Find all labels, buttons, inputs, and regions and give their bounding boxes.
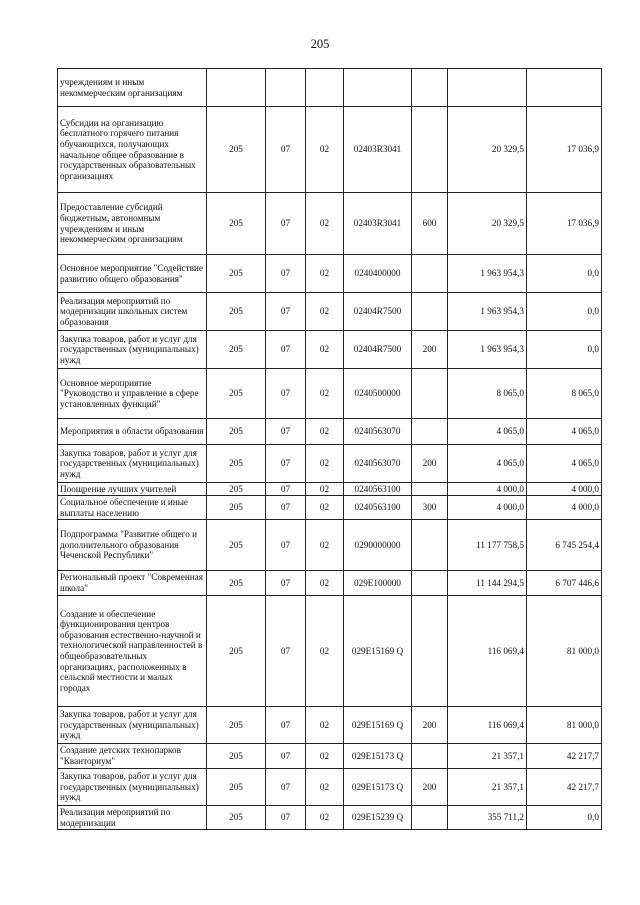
cell-code: 205: [207, 331, 266, 369]
cell-name: Подпрограмма "Развитие общего и дополнительного образования Чеченской Республики": [58, 520, 207, 571]
budget-table: [57, 68, 602, 830]
cell-section: 07: [266, 596, 306, 707]
cell-subsection: 02: [306, 769, 344, 806]
cell-sum-2: 0,0: [527, 255, 602, 293]
cell-code: 205: [207, 293, 266, 331]
cell-sum-2: 8 065,0: [527, 369, 602, 419]
cell-type: [412, 520, 448, 571]
cell-type: [412, 806, 448, 830]
table-row: [58, 806, 602, 830]
table-row: [58, 107, 602, 193]
cell-sum-2: 4 065,0: [527, 445, 602, 483]
cell-name: Создание и обеспечение функционирования центров образования естественно-научной и технологической направленностей в общеобразовательных организациях, расположенных в сельской местности и малых городах: [58, 596, 207, 707]
cell-code: 205: [207, 193, 266, 255]
cell-sum-1: 1 963 954,3: [448, 293, 527, 331]
cell-type: [412, 369, 448, 419]
cell-code: 205: [207, 107, 266, 193]
table-row: [58, 255, 602, 293]
table-row: [58, 369, 602, 419]
table-row: [58, 293, 602, 331]
cell-target: 029E15169 Q: [344, 596, 412, 707]
cell-sum-1: 4 000,0: [448, 496, 527, 520]
cell-section: 07: [266, 520, 306, 571]
cell-type: [412, 483, 448, 496]
cell-subsection: 02: [306, 419, 344, 445]
cell-subsection: [306, 69, 344, 107]
cell-section: 07: [266, 369, 306, 419]
cell-subsection: 02: [306, 369, 344, 419]
cell-section: 07: [266, 744, 306, 769]
cell-sum-1: [448, 69, 527, 107]
cell-name: учреждениям и иным некоммерческим организациям: [58, 69, 207, 107]
cell-sum-1: 1 963 954,3: [448, 331, 527, 369]
cell-type: [412, 744, 448, 769]
table-row: [58, 419, 602, 445]
cell-sum-2: 4 000,0: [527, 496, 602, 520]
table-row: [58, 596, 602, 707]
cell-section: 07: [266, 707, 306, 744]
cell-code: [207, 69, 266, 107]
table-row: [58, 496, 602, 520]
cell-target: 0240400000: [344, 255, 412, 293]
cell-type: 300: [412, 496, 448, 520]
cell-name: Региональный проект "Современная школа": [58, 571, 207, 596]
cell-subsection: 02: [306, 483, 344, 496]
cell-name: Реализация мероприятий по модернизации школьных систем образования: [58, 293, 207, 331]
cell-section: 07: [266, 331, 306, 369]
cell-subsection: 02: [306, 255, 344, 293]
cell-sum-2: 6 707 446,6: [527, 571, 602, 596]
cell-section: 07: [266, 293, 306, 331]
cell-target: 02403R3041: [344, 193, 412, 255]
cell-name: Субсидии на организацию бесплатного горячего питания обучающихся, получающих начальное общее образование в государственных образовательных организациях: [58, 107, 207, 193]
cell-sum-1: 11 144 294,5: [448, 571, 527, 596]
cell-type: [412, 596, 448, 707]
cell-section: 07: [266, 419, 306, 445]
cell-target: 029E100000: [344, 571, 412, 596]
cell-sum-2: 0,0: [527, 806, 602, 830]
cell-sum-1: 21 357,1: [448, 744, 527, 769]
cell-sum-1: 4 065,0: [448, 445, 527, 483]
cell-sum-2: 6 745 254,4: [527, 520, 602, 571]
cell-sum-1: 116 069,4: [448, 707, 527, 744]
cell-sum-1: 1 963 954,3: [448, 255, 527, 293]
cell-name: Социальное обеспечение и иные выплаты населению: [58, 496, 207, 520]
cell-type: 600: [412, 193, 448, 255]
cell-sum-1: 11 177 758,5: [448, 520, 527, 571]
cell-name: Создание детских технопарков "Кванториум": [58, 744, 207, 769]
cell-section: 07: [266, 483, 306, 496]
cell-code: 205: [207, 369, 266, 419]
cell-type: [412, 419, 448, 445]
cell-name: Закупка товаров, работ и услуг для государственных (муниципальных) нужд: [58, 445, 207, 483]
cell-type: 200: [412, 331, 448, 369]
cell-target: 02404R7500: [344, 331, 412, 369]
cell-subsection: 02: [306, 496, 344, 520]
cell-sum-2: 81 000,0: [527, 707, 602, 744]
cell-name: Основное мероприятие "Содействие развитию общего образования": [58, 255, 207, 293]
table-row: [58, 571, 602, 596]
cell-target: 0240563070: [344, 419, 412, 445]
cell-type: 200: [412, 707, 448, 744]
cell-target: [344, 69, 412, 107]
cell-target: 029E15239 Q: [344, 806, 412, 830]
table-row: [58, 707, 602, 744]
cell-subsection: 02: [306, 806, 344, 830]
cell-target: 029E15173 Q: [344, 744, 412, 769]
cell-type: [412, 571, 448, 596]
table-row: [58, 744, 602, 769]
cell-type: [412, 293, 448, 331]
cell-sum-1: 355 711,2: [448, 806, 527, 830]
cell-sum-1: 4 000,0: [448, 483, 527, 496]
table-row: [58, 69, 602, 107]
cell-name: Закупка товаров, работ и услуг для государственных (муниципальных) нужд: [58, 331, 207, 369]
cell-code: 205: [207, 483, 266, 496]
cell-name: Поощрение лучших учителей: [58, 483, 207, 496]
cell-target: 0240563100: [344, 496, 412, 520]
cell-sum-1: 116 069,4: [448, 596, 527, 707]
cell-target: 02404R7500: [344, 293, 412, 331]
table-row: [58, 445, 602, 483]
table-row: [58, 331, 602, 369]
cell-target: 0290000000: [344, 520, 412, 571]
cell-subsection: 02: [306, 445, 344, 483]
table-body: [58, 69, 602, 830]
cell-sum-1: 4 065,0: [448, 419, 527, 445]
cell-code: 205: [207, 596, 266, 707]
table-row: [58, 483, 602, 496]
cell-subsection: 02: [306, 596, 344, 707]
cell-code: 205: [207, 744, 266, 769]
cell-type: [412, 255, 448, 293]
cell-sum-2: 81 000,0: [527, 596, 602, 707]
page-number: 205: [310, 37, 330, 51]
cell-sum-2: 17 036,9: [527, 107, 602, 193]
cell-code: 205: [207, 571, 266, 596]
cell-target: 029E15173 Q: [344, 769, 412, 806]
cell-type: 200: [412, 769, 448, 806]
cell-sum-2: 4 065,0: [527, 419, 602, 445]
cell-sum-1: 8 065,0: [448, 369, 527, 419]
cell-type: [412, 69, 448, 107]
cell-section: [266, 69, 306, 107]
cell-sum-2: 42 217,7: [527, 769, 602, 806]
cell-target: 0240563100: [344, 483, 412, 496]
cell-sum-2: 17 036,9: [527, 193, 602, 255]
cell-subsection: 02: [306, 520, 344, 571]
cell-name: Закупка товаров, работ и услуг для государственных (муниципальных) нужд: [58, 769, 207, 806]
cell-name: Закупка товаров, работ и услуг для государственных (муниципальных) нужд: [58, 707, 207, 744]
cell-type: [412, 107, 448, 193]
cell-sum-2: 42 217,7: [527, 744, 602, 769]
table-row: [58, 193, 602, 255]
cell-section: 07: [266, 571, 306, 596]
cell-section: 07: [266, 445, 306, 483]
table-row: [58, 520, 602, 571]
cell-section: 07: [266, 193, 306, 255]
cell-name: Реализация мероприятий по модернизации: [58, 806, 207, 830]
cell-subsection: 02: [306, 744, 344, 769]
cell-section: 07: [266, 107, 306, 193]
cell-target: 02403R3041: [344, 107, 412, 193]
cell-code: 205: [207, 419, 266, 445]
cell-name: Мероприятия в области образования: [58, 419, 207, 445]
cell-subsection: 02: [306, 193, 344, 255]
cell-code: 205: [207, 496, 266, 520]
cell-sum-2: 0,0: [527, 293, 602, 331]
cell-sum-1: 21 357,1: [448, 769, 527, 806]
cell-section: 07: [266, 255, 306, 293]
cell-code: 205: [207, 707, 266, 744]
cell-sum-1: 20 329,5: [448, 107, 527, 193]
cell-sum-2: 4 000,0: [527, 483, 602, 496]
cell-sum-2: 0,0: [527, 331, 602, 369]
cell-target: 0240563070: [344, 445, 412, 483]
cell-target: 0240500000: [344, 369, 412, 419]
cell-subsection: 02: [306, 293, 344, 331]
cell-type: 200: [412, 445, 448, 483]
cell-code: 205: [207, 806, 266, 830]
cell-name: Предоставление субсидий бюджетным, автономным учреждениям и иным некоммерческим организациям: [58, 193, 207, 255]
cell-code: 205: [207, 255, 266, 293]
cell-code: 205: [207, 769, 266, 806]
cell-subsection: 02: [306, 571, 344, 596]
cell-sum-2: [527, 69, 602, 107]
cell-sum-1: 20 329,5: [448, 193, 527, 255]
cell-target: 029E15169 Q: [344, 707, 412, 744]
cell-name: Основное мероприятие "Руководство и управление в сфере установленных функций": [58, 369, 207, 419]
cell-section: 07: [266, 806, 306, 830]
cell-subsection: 02: [306, 107, 344, 193]
cell-code: 205: [207, 520, 266, 571]
table-row: [58, 769, 602, 806]
cell-section: 07: [266, 769, 306, 806]
cell-code: 205: [207, 445, 266, 483]
cell-subsection: 02: [306, 707, 344, 744]
cell-section: 07: [266, 496, 306, 520]
cell-subsection: 02: [306, 331, 344, 369]
